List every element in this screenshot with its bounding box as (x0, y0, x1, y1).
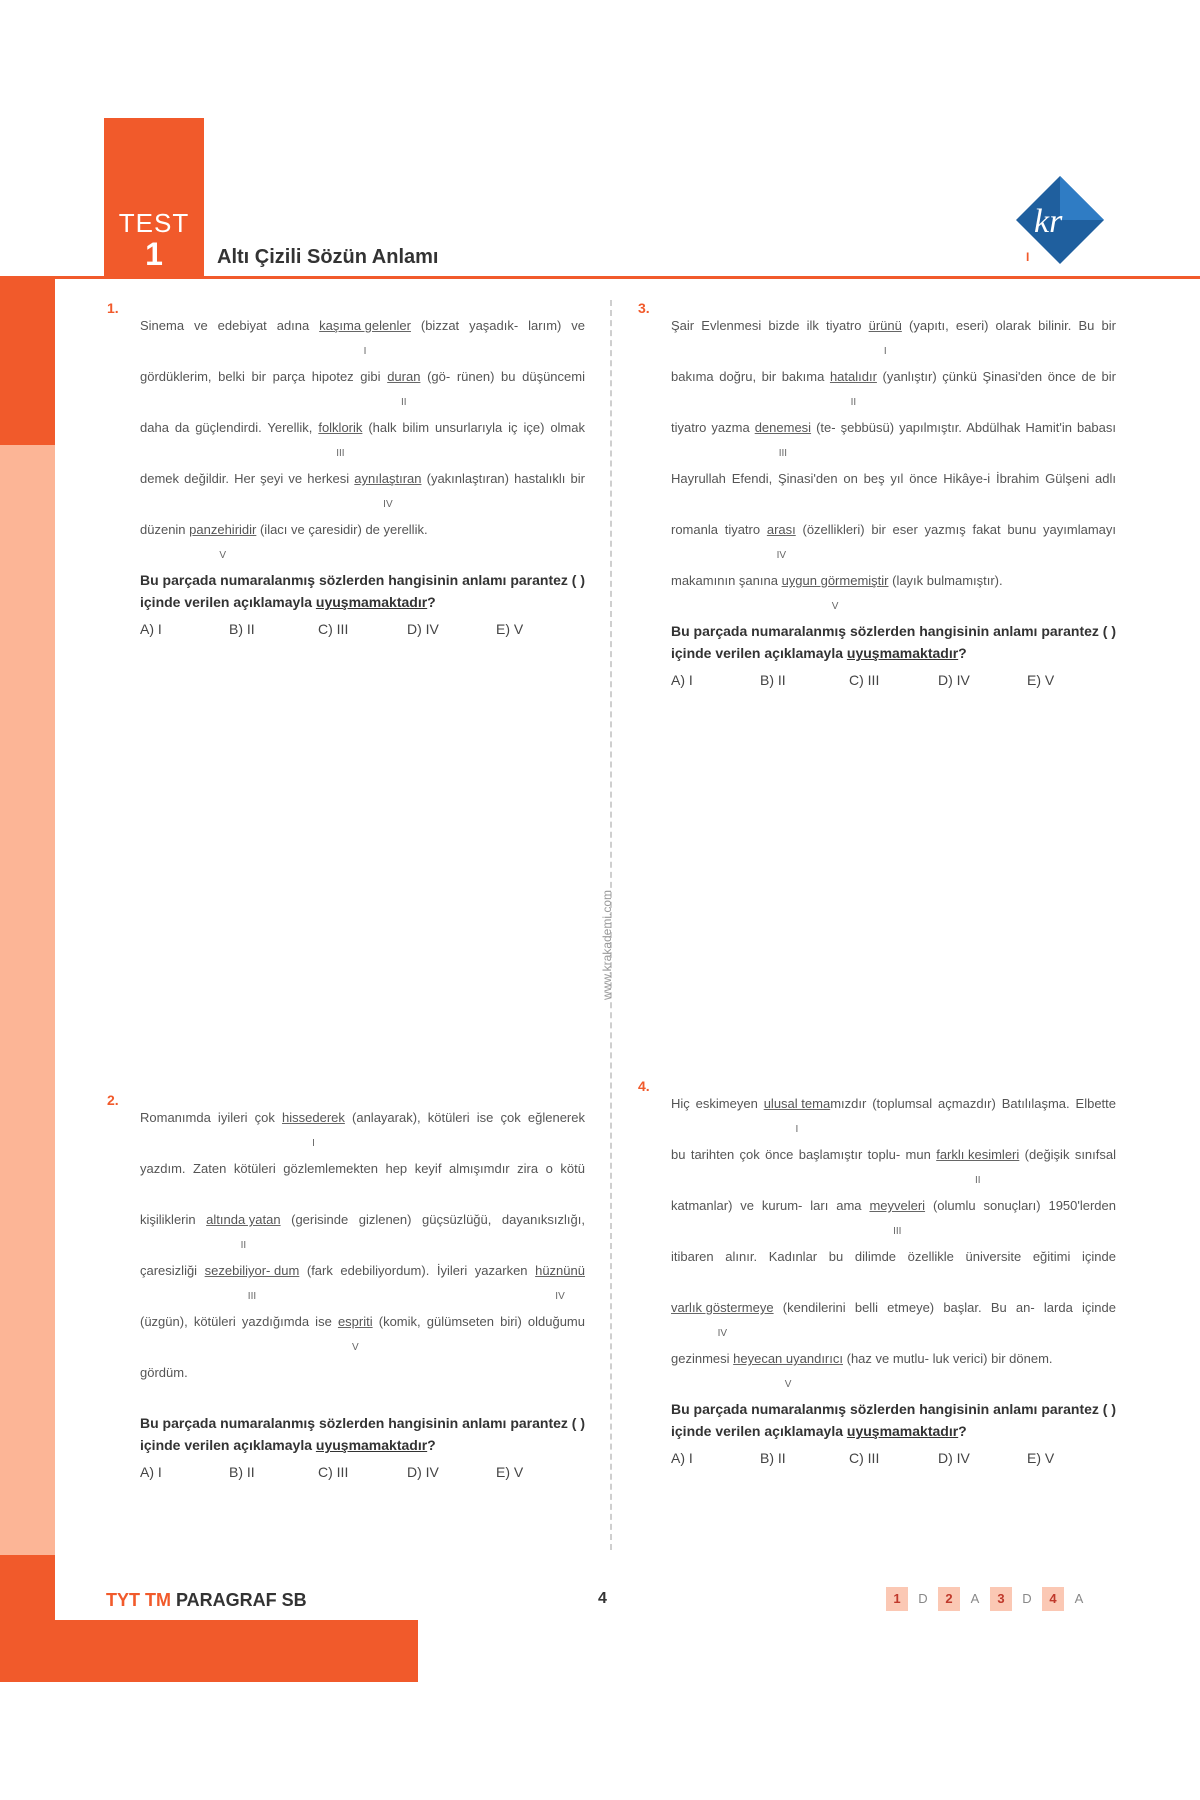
underlined-phrase: espriti V (338, 1296, 373, 1347)
question-number: 2. (107, 1092, 119, 1108)
answer-key-number: 1 (886, 1587, 908, 1611)
roman-numeral: V (831, 601, 839, 612)
underlined-phrase: hissederek I (282, 1092, 345, 1143)
question-4 (638, 1078, 1117, 1466)
answer-option[interactable]: A) I (140, 1464, 162, 1480)
answer-option[interactable]: A) I (140, 621, 162, 637)
underlined-phrase: uygun görmemiştir V (782, 555, 889, 606)
underlined-phrase: heyecan uyandırıcı V (733, 1333, 843, 1384)
negative-keyword: uyuşmamaktadır (315, 594, 428, 610)
answer-option[interactable]: E) V (1027, 672, 1055, 688)
answer-option[interactable]: D) IV (407, 621, 439, 637)
underlined-phrase: ulusal tema I (764, 1078, 830, 1129)
answer-options (671, 1450, 1116, 1466)
side-band-peach (0, 445, 55, 1555)
question-text: Hiç eskimeyen ulusal tema I mızdır (toplumsal açmazdır) Batılılaşma. Elbette bu tarihten çok önce başlamıştır toplu- mun farklı kesimleri II (değişik sınıfsal katmanlar) ve kurum- ları ama meyveleri III (olumlu sonuçları) 1950'lerden itibaren alınır. Kadınlar bu dilimde özellikle üniversite eğitimi içinde varlık göstermeye IV (kendilerini belli etmeye) başlar. Bu an- larda içinde gezinmesi heyecan uyandırıcı V (haz ve mutlu- luk verici) bir dönem. (671, 1078, 1116, 1384)
underlined-phrase: aynılaştıran IV (354, 453, 421, 504)
answer-option[interactable]: B) II (760, 672, 786, 688)
question-2 (107, 1092, 585, 1480)
bottom-left-band (0, 1555, 55, 1620)
roman-numeral: II (401, 397, 407, 408)
answer-key-letter: D (1022, 1591, 1032, 1606)
answer-option[interactable]: D) IV (938, 1450, 970, 1466)
answer-key-letter: A (1074, 1591, 1084, 1606)
answer-option[interactable]: E) V (496, 1464, 524, 1480)
underlined-phrase: sezebiliyor- dum III (205, 1245, 300, 1296)
roman-numeral: I (312, 1138, 315, 1149)
answer-option[interactable]: B) II (229, 1464, 255, 1480)
answer-option[interactable]: C) III (318, 1464, 349, 1480)
roman-numeral: IV (717, 1328, 728, 1339)
footer-brand-tyt: TYT TM (106, 1590, 171, 1610)
roman-numeral: II (240, 1240, 247, 1251)
roman-numeral: IV (383, 499, 393, 510)
answer-options (671, 672, 1116, 688)
underlined-phrase: panzehiridir V (189, 504, 256, 555)
section-title: Altı Çizili Sözün Anlamı (217, 246, 439, 268)
test-label: TEST (118, 208, 190, 238)
roman-numeral: III (336, 448, 345, 459)
answer-option[interactable]: D) IV (938, 672, 970, 688)
negative-keyword: uyuşmamaktadır (315, 1437, 428, 1453)
answer-option[interactable]: E) V (496, 621, 524, 637)
svg-text:kr: kr (1034, 203, 1063, 240)
answer-option[interactable]: B) II (760, 1450, 786, 1466)
question-text: Romanımda iyileri çok hissederek I (anlayarak), kötüleri ise çok eğlenerek yazdım. Zaten kötüleri gözlemlemekten hep keyif almışımdır zira o kötü kişiliklerin altında yatan II (gerisinde gizlenen) güçsüzlüğü, dayanıksızlığı, çaresizliği sezebiliyor- dum III (fark edebiliyordum). İyileri yazarken hüznünü IV (üzgün), kötüleri yazdığımda ise espriti V (komik, gülümseten biri) olduğumu gördüm. (140, 1092, 585, 1398)
underlined-phrase: varlık göstermeye IV (671, 1282, 774, 1333)
logo-roman-numeral: I (1026, 250, 1030, 264)
bottom-bar (0, 1620, 418, 1682)
question-number: 4. (638, 1078, 650, 1094)
roman-numeral: I (883, 346, 887, 357)
answer-option[interactable]: C) III (849, 1450, 880, 1466)
underlined-phrase: kaşıma gelenler I (319, 300, 411, 351)
test-number: 1 (145, 236, 163, 272)
roman-numeral: I (363, 346, 367, 357)
question-prompt: Bu parçada numaralanmış sözlerden hangisinin anlamı parantez ( ) içinde verilen açıklamayla uyuşmamaktadır? (140, 572, 585, 610)
underlined-phrase: arası IV (767, 504, 796, 555)
answer-key-number: 2 (938, 1587, 960, 1611)
answer-options (140, 621, 585, 637)
footer-brand-name: PARAGRAF SB (171, 1590, 307, 1610)
answer-option[interactable]: A) I (671, 1450, 693, 1466)
test-tab (104, 118, 204, 278)
roman-numeral: III (778, 448, 788, 459)
underlined-phrase: altında yatan II (206, 1194, 280, 1245)
question-prompt: Bu parçada numaralanmış sözlerden hangisinin anlamı parantez ( ) içinde verilen açıklamayla uyuşmamaktadır? (671, 623, 1116, 661)
underlined-phrase: hatalıdır II (830, 351, 877, 402)
underlined-phrase: folklorik III (318, 402, 362, 453)
roman-numeral: V (784, 1379, 792, 1390)
answer-key-letter: A (970, 1591, 980, 1606)
header-rule (0, 276, 1200, 279)
roman-numeral: IV (555, 1291, 565, 1302)
question-3 (638, 300, 1117, 688)
roman-numeral: V (219, 550, 227, 561)
page-number: 4 (598, 1590, 607, 1607)
website-vertical: www.krakademi.com (600, 889, 614, 1000)
roman-numeral: III (247, 1291, 257, 1302)
negative-keyword: uyuşmamaktadır (846, 1423, 959, 1439)
answer-key (886, 1587, 1090, 1611)
answer-key-number: 3 (990, 1587, 1012, 1611)
side-band-orange (0, 279, 55, 445)
underlined-phrase: ürünü I (869, 300, 902, 351)
roman-numeral: I (795, 1124, 799, 1135)
answer-key-number: 4 (1042, 1587, 1064, 1611)
footer-brand (106, 1590, 307, 1611)
answer-option[interactable]: E) V (1027, 1450, 1055, 1466)
underlined-phrase: hüznünü IV (535, 1245, 585, 1296)
underlined-phrase: denemesi III (755, 402, 811, 453)
answer-option[interactable]: B) II (229, 621, 255, 637)
answer-option[interactable]: C) III (849, 672, 880, 688)
roman-numeral: II (850, 397, 857, 408)
question-prompt: Bu parçada numaralanmış sözlerden hangisinin anlamı parantez ( ) içinde verilen açıklamayla uyuşmamaktadır? (671, 1401, 1116, 1439)
roman-numeral: V (351, 1342, 359, 1353)
roman-numeral: III (893, 1226, 902, 1237)
answer-option[interactable]: A) I (671, 672, 693, 688)
answer-option[interactable]: C) III (318, 621, 349, 637)
underlined-phrase: duran II (387, 351, 420, 402)
question-number: 1. (107, 300, 119, 316)
question-text: Sinema ve edebiyat adına kaşıma gelenler I (bizzat yaşadık- larım) ve gördüklerim, belki bir parça hipotez gibi duran II (gö- rünen) bu düşüncemi daha da güçlendirdi. Yerellik, folklorik III (halk bilim unsurlarıyla iç içe) olmak demek değildir. Her şeyi ve herkesi aynılaştıran IV (yakınlaştıran) hastalıklı bir düzenin panzehiridir V (ilacı ve çaresidir) de yerellik. (140, 300, 585, 555)
question-number: 3. (638, 300, 650, 316)
question-text: Şair Evlenmesi bizde ilk tiyatro ürünü I (yapıtı, eseri) olarak bilinir. Bu bir bakıma doğru, bir bakıma hatalıdır II (yanlıştır) çünkü Şinasi'den önce de bir tiyatro yazma denemesi III (te- şebbüsü) yapılmıştır. Abdülhak Hamit'in babası Hayrullah Efendi, Şinasi'den on beş yıl önce Hikâye-i İbrahim Gülşeni adlı romanla tiyatro arası IV (özellikleri) bir eser yazmış fakat bunu yayımlamayı makamının şanına uygun görmemiştir V (layık bulmamıştır). (671, 300, 1116, 606)
underlined-phrase: meyveleri III (869, 1180, 925, 1231)
negative-keyword: uyuşmamaktadır (846, 645, 959, 661)
answer-option[interactable]: D) IV (407, 1464, 439, 1480)
question-1 (107, 300, 585, 637)
roman-numeral: IV (776, 550, 787, 561)
answer-key-letter: D (918, 1591, 928, 1606)
roman-numeral: II (974, 1175, 981, 1186)
answer-options (140, 1464, 585, 1480)
underlined-phrase: farklı kesimleri II (936, 1129, 1019, 1180)
question-prompt: Bu parçada numaralanmış sözlerden hangisinin anlamı parantez ( ) içinde verilen açıklamayla uyuşmamaktadır? (140, 1415, 585, 1453)
